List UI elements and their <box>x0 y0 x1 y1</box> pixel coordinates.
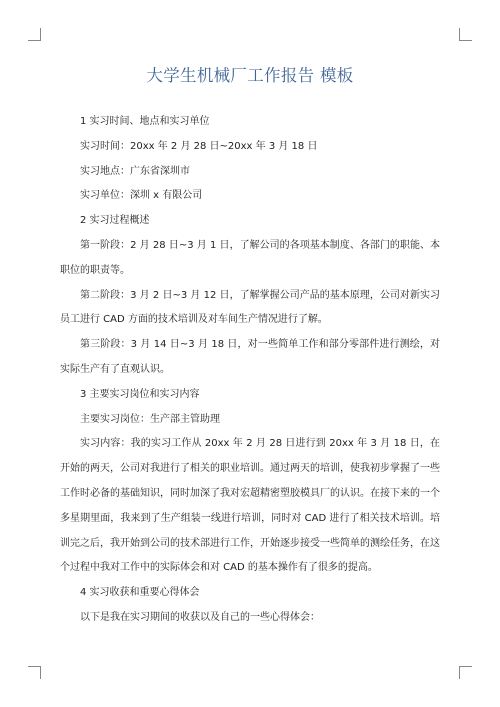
section-heading-3: 3 主要实习岗位和实习内容 <box>80 388 200 400</box>
crop-mark-bottom-left <box>28 666 41 679</box>
paragraph-main-position: 主要实习岗位：生产部主管助理 <box>80 413 220 425</box>
section-heading-2: 2 实习过程概述 <box>80 215 150 227</box>
crop-mark-top-right <box>459 28 472 41</box>
document-body <box>60 110 440 631</box>
paragraph-stage-2: 第二阶段：3 月 2 日~3 月 12 日，了解掌握公司产品的基本原理，公司对新实习员工进行 CAD 方面的技术培训及对车间生产情况进行了解。 <box>60 289 440 326</box>
crop-mark-top-left <box>28 28 41 41</box>
document-title: 大学生机械厂工作报告 模板 <box>146 66 354 85</box>
section-heading-4: 4 实习收获和重要心得体会 <box>80 587 200 599</box>
paragraph-stage-3: 第三阶段：3 月 14 日~3 月 18 日，对一些简单工作和部分零部件进行测绘，对实际生产有了直观认识。 <box>60 339 440 375</box>
paragraph-stage-1: 第一阶段：2 月 28 日~3 月 1 日，了解公司的各项基本制度、各部门的职能、本职位的职责等。 <box>60 239 440 276</box>
paragraph-internship-time: 实习时间：20xx 年 2 月 28 日~20xx 年 3 月 18 日 <box>80 140 318 152</box>
paragraph-internship-content: 实习内容：我的实习工作从 20xx 年 2 月 28 日进行到 20xx 年 3 月 18 日，在开始的两天，公司对我进行了相关的职业培训。通过两天的培训，使我初步掌握了一些工作时必备的基础知识，同时加深了我对宏超精密塑胶模具厂的认识。在接下来的一个多星期里面，我来到了生产组装一线进行培训，同时对 CAD 进行了相关技术培训。培训完之后，我开始到公司的技术部进行工作，开始逐步接受一些简单的测绘任务，在这个过程中我对工作中的实际体会和对 CAD 的基本操作有了很多的提高。 <box>60 438 440 574</box>
paragraph-internship-company: 实习单位：深圳 x 有限公司 <box>80 190 203 202</box>
paragraph-internship-location: 实习地点：广东省深圳市 <box>80 165 190 177</box>
crop-mark-bottom-right <box>459 666 472 679</box>
paragraph-gains-intro: 以下是我在实习期间的收获以及自己的一些心得体会： <box>80 611 320 623</box>
section-heading-1: 1 实习时间、地点和实习单位 <box>80 116 210 127</box>
